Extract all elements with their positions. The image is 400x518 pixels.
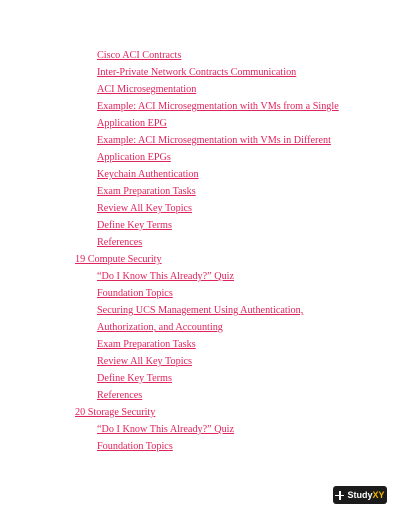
toc-link-review-all-key-topics-18[interactable]: Review All Key Topics [97, 203, 193, 214]
badge-brand-accent: XY [372, 489, 385, 500]
toc-link-example-different-epgs-line2[interactable]: Application EPGs [97, 152, 171, 163]
toc-link-example-different-epgs-line1[interactable]: Example: ACI Microsegmentation with VMs in Different [97, 135, 331, 146]
plus-icon [335, 491, 344, 500]
badge-brand [347, 491, 384, 500]
toc-link-quiz-20[interactable]: “Do I Know This Already?” Quiz [97, 424, 235, 435]
toc-link-securing-ucs-line2[interactable]: Authorization, and Accounting [97, 322, 223, 333]
toc-link-exam-preparation-tasks-18[interactable]: Exam Preparation Tasks [97, 186, 196, 197]
toc-link-example-single-epg-line2[interactable]: Application EPG [97, 118, 167, 129]
toc-link-cisco-aci-contracts[interactable]: Cisco ACI Contracts [97, 50, 182, 61]
toc-link-exam-preparation-tasks-19[interactable]: Exam Preparation Tasks [97, 339, 196, 350]
toc-chapter-19-compute-security[interactable]: 19 Compute Security [75, 254, 162, 265]
toc-link-quiz-19[interactable]: “Do I Know This Already?” Quiz [97, 271, 235, 282]
toc-link-aci-microsegmentation[interactable]: ACI Microsegmentation [97, 84, 197, 95]
toc-link-define-key-terms-18[interactable]: Define Key Terms [97, 220, 172, 231]
toc-link-keychain-authentication[interactable]: Keychain Authentication [97, 169, 199, 180]
toc-chapter-20-storage-security[interactable]: 20 Storage Security [75, 407, 156, 418]
toc-link-inter-private-network-contracts[interactable]: Inter-Private Network Contracts Communication [97, 67, 297, 78]
toc-link-define-key-terms-19[interactable]: Define Key Terms [97, 373, 172, 384]
toc-link-review-all-key-topics-19[interactable]: Review All Key Topics [97, 356, 193, 367]
toc-link-references-19[interactable]: References [97, 390, 143, 401]
badge-brand-main: Study [347, 489, 373, 500]
toc-link-foundation-topics-19[interactable]: Foundation Topics [97, 288, 173, 299]
toc-link-example-single-epg-line1[interactable]: Example: ACI Microsegmentation with VMs from a Single [97, 101, 339, 112]
studyxy-badge[interactable] [333, 486, 387, 504]
toc-link-securing-ucs-line1[interactable]: Securing UCS Management Using Authentication, [97, 305, 304, 316]
toc-link-foundation-topics-20[interactable]: Foundation Topics [97, 441, 173, 452]
toc-link-references-18[interactable]: References [97, 237, 143, 248]
